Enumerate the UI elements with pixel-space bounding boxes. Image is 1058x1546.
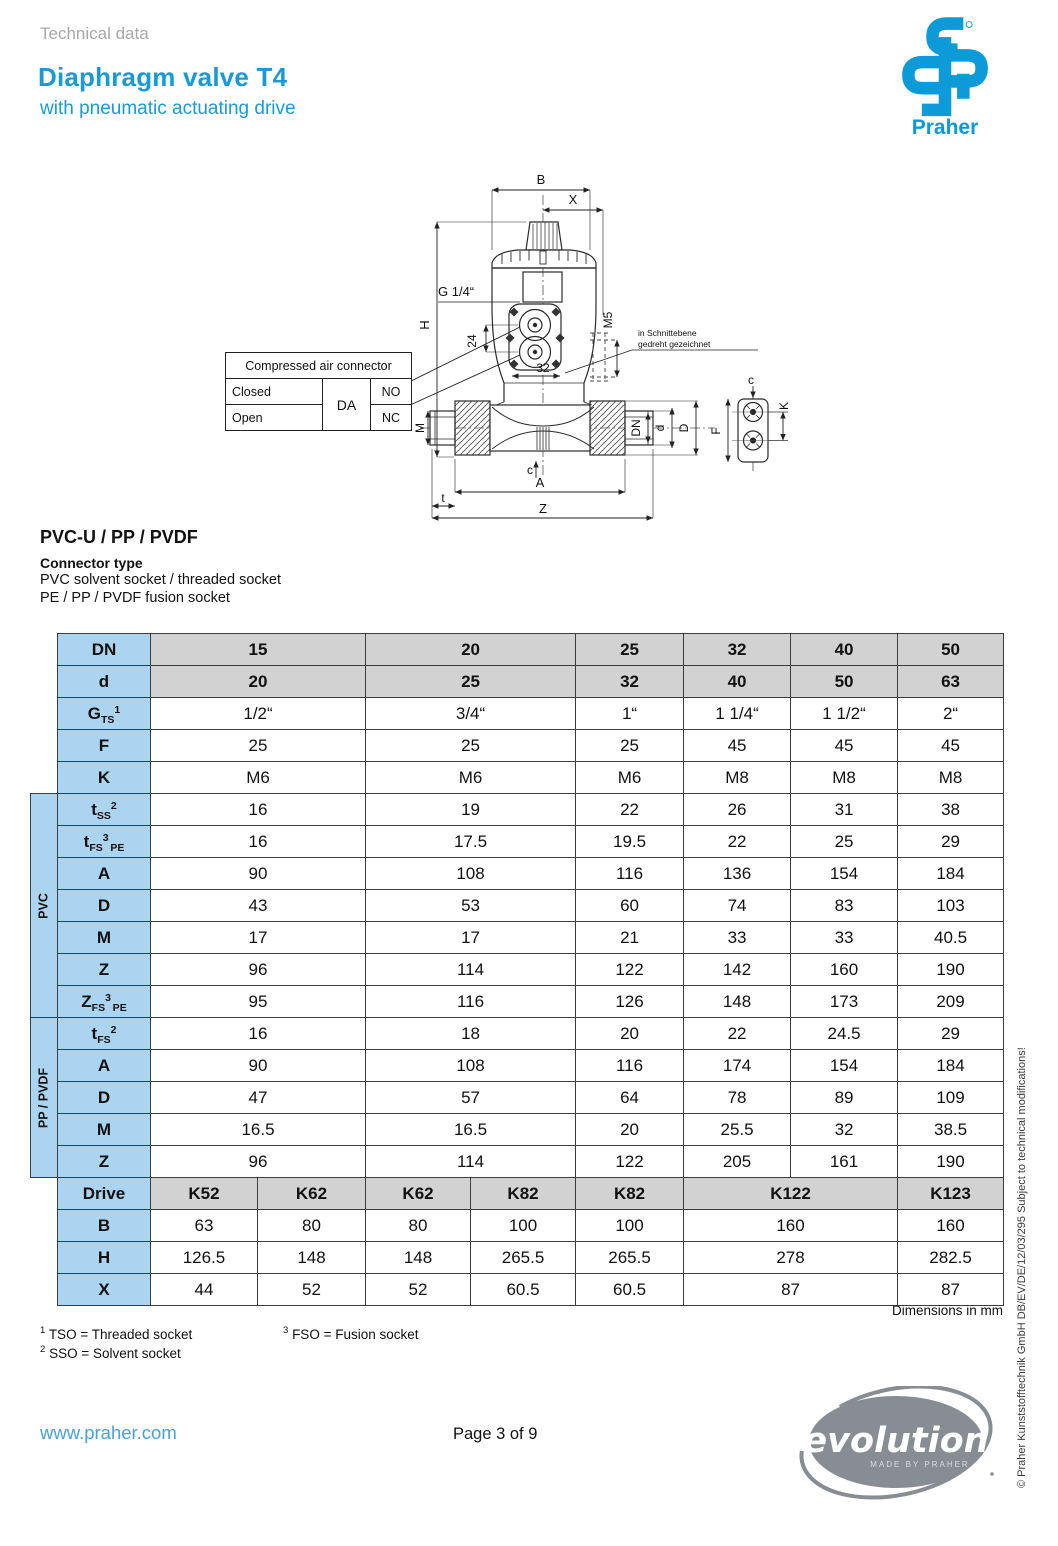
dimensions-unit-note: Dimensions in mm — [891, 1303, 1003, 1318]
table-cell: 109 — [898, 1082, 1004, 1114]
table-cell: 18 — [366, 1018, 576, 1050]
air-drive-type: DA — [323, 379, 371, 431]
table-cell: 20 — [576, 1018, 684, 1050]
table-cell: 78 — [684, 1082, 791, 1114]
table-row — [31, 634, 1004, 666]
table-row — [31, 986, 1004, 1018]
material-section-title: PVC-U / PP / PVDF — [40, 527, 198, 547]
valve-technical-drawing — [180, 165, 820, 530]
row-label: K — [58, 762, 151, 794]
table-cell: 17 — [366, 922, 576, 954]
table-cell: 20 — [576, 1114, 684, 1146]
table-cell: 148 — [366, 1242, 471, 1274]
material-spacer — [31, 1210, 58, 1242]
footnote-marker: 1 — [40, 1325, 46, 1336]
row-label: A — [58, 1050, 151, 1082]
evolution-logo-tagline: MADE BY PRAHER — [870, 1460, 970, 1469]
dim-label-F: F — [709, 427, 723, 435]
material-spacer — [31, 634, 58, 666]
footnote-tso — [40, 1325, 192, 1342]
material-group-label — [31, 1018, 58, 1178]
table-row — [31, 794, 1004, 826]
table-cell: 63 — [898, 666, 1004, 698]
table-cell: K82 — [471, 1178, 576, 1210]
footnote-text: FSO = Fusion socket — [292, 1327, 419, 1342]
dimension-table-body — [31, 634, 1004, 1306]
footnote-text: TSO = Threaded socket — [48, 1327, 193, 1342]
row-label: Z — [58, 1146, 151, 1178]
connector-type-line2: PE / PP / PVDF fusion socket — [40, 590, 230, 606]
dim-label-M5: M5 — [601, 311, 615, 329]
row-label: DN — [58, 634, 151, 666]
table-cell: 19.5 — [576, 826, 684, 858]
table-cell: 114 — [366, 954, 576, 986]
dim-label-32: 32 — [536, 361, 550, 375]
table-cell: 90 — [151, 858, 366, 890]
brand-name: Praher — [911, 116, 979, 139]
footnote-sso — [40, 1344, 181, 1361]
table-row — [31, 890, 1004, 922]
table-cell: 17 — [151, 922, 366, 954]
table-cell: M6 — [576, 762, 684, 794]
table-cell: 80 — [366, 1210, 471, 1242]
evolution-logo-text: evolution — [803, 1421, 989, 1461]
table-cell: 20 — [151, 666, 366, 698]
table-cell: 31 — [791, 794, 898, 826]
table-cell: 52 — [366, 1274, 471, 1306]
table-cell: 205 — [684, 1146, 791, 1178]
table-cell: K82 — [576, 1178, 684, 1210]
table-row — [31, 1178, 1004, 1210]
row-label: $t_{SS}^2$ — [58, 794, 151, 826]
table-cell: 95 — [151, 986, 366, 1018]
table-cell: 32 — [791, 1114, 898, 1146]
dim-label-X: X — [568, 192, 578, 207]
connector-type-title: Connector type — [40, 555, 143, 571]
dim-label-c: c — [527, 463, 533, 477]
table-cell: 50 — [791, 666, 898, 698]
table-row — [31, 1114, 1004, 1146]
table-cell: 16 — [151, 1018, 366, 1050]
page-indicator: Page 3 of 9 — [453, 1425, 538, 1443]
table-cell: 16 — [151, 794, 366, 826]
table-cell: 103 — [898, 890, 1004, 922]
air-state-closed: Closed — [226, 379, 323, 405]
compressed-air-connector-table — [225, 352, 412, 431]
table-cell: 190 — [898, 1146, 1004, 1178]
table-cell: 22 — [684, 1018, 791, 1050]
table-cell: 122 — [576, 954, 684, 986]
table-cell: 265.5 — [576, 1242, 684, 1274]
table-cell: 45 — [898, 730, 1004, 762]
table-cell: 3/4“ — [366, 698, 576, 730]
table-cell: 116 — [576, 1050, 684, 1082]
table-cell: 100 — [576, 1210, 684, 1242]
footnote-marker: 2 — [40, 1344, 46, 1355]
table-cell: K123 — [898, 1178, 1004, 1210]
table-cell: 96 — [151, 954, 366, 986]
praher-logo-icon — [895, 12, 995, 120]
dim-label-t: t — [441, 491, 445, 505]
table-cell: M6 — [151, 762, 366, 794]
table-cell: 282.5 — [898, 1242, 1004, 1274]
table-cell: 136 — [684, 858, 791, 890]
table-cell: 116 — [366, 986, 576, 1018]
table-cell: 24.5 — [791, 1018, 898, 1050]
table-cell: 25 — [151, 730, 366, 762]
air-port-nc: NC — [371, 405, 412, 431]
table-cell: 40.5 — [898, 922, 1004, 954]
row-label: H — [58, 1242, 151, 1274]
table-cell: 16.5 — [151, 1114, 366, 1146]
material-spacer — [31, 1178, 58, 1210]
table-cell: 57 — [366, 1082, 576, 1114]
table-row — [31, 1018, 1004, 1050]
table-cell: 108 — [366, 1050, 576, 1082]
table-cell: 160 — [898, 1210, 1004, 1242]
dim-label-H: H — [417, 320, 432, 330]
material-group-label-text: PP / PVDF — [36, 1067, 51, 1128]
material-spacer — [31, 1274, 58, 1306]
table-cell: 52 — [258, 1274, 366, 1306]
air-state-open: Open — [226, 405, 323, 431]
table-cell: 45 — [791, 730, 898, 762]
dim-label-side-c: c — [748, 373, 754, 387]
table-cell: 1“ — [576, 698, 684, 730]
website-link[interactable]: www.praher.com — [40, 1422, 177, 1443]
row-label: B — [58, 1210, 151, 1242]
table-cell: 25 — [366, 666, 576, 698]
row-label: M — [58, 1114, 151, 1146]
dimension-table — [30, 633, 1004, 1306]
row-label: $Z_{FS}^3$ $_{PE}$ — [58, 986, 151, 1018]
table-cell: 161 — [791, 1146, 898, 1178]
table-row — [31, 698, 1004, 730]
row-label: $G_{TS}^1$ — [58, 698, 151, 730]
dim-label-M: M — [413, 423, 427, 433]
table-row — [31, 954, 1004, 986]
footnote-marker: 3 — [283, 1325, 289, 1336]
table-row — [31, 1242, 1004, 1274]
table-cell: 22 — [576, 794, 684, 826]
dim-label-Z: Z — [539, 501, 547, 516]
material-spacer — [31, 762, 58, 794]
table-cell: K62 — [258, 1178, 366, 1210]
table-row — [31, 1146, 1004, 1178]
row-label: Drive — [58, 1178, 151, 1210]
table-cell: 126 — [576, 986, 684, 1018]
table-row — [31, 1082, 1004, 1114]
dim-label-B: B — [536, 172, 546, 187]
table-cell: 265.5 — [471, 1242, 576, 1274]
table-cell: 174 — [684, 1050, 791, 1082]
material-spacer — [31, 666, 58, 698]
table-cell: M8 — [791, 762, 898, 794]
table-cell: 40 — [684, 666, 791, 698]
drawing-note-line2: gedreht gezeichnet — [638, 339, 711, 349]
table-row — [31, 1210, 1004, 1242]
table-cell: 20 — [366, 634, 576, 666]
air-table-title: Compressed air connector — [226, 353, 412, 379]
row-label: A — [58, 858, 151, 890]
row-label: $t_{FS}^2$ — [58, 1018, 151, 1050]
table-cell: 33 — [791, 922, 898, 954]
row-label: F — [58, 730, 151, 762]
table-cell: 108 — [366, 858, 576, 890]
table-cell: 1 1/4“ — [684, 698, 791, 730]
table-row — [31, 826, 1004, 858]
material-spacer — [31, 1242, 58, 1274]
table-cell: 122 — [576, 1146, 684, 1178]
table-cell: 29 — [898, 1018, 1004, 1050]
praher-logo — [893, 12, 997, 125]
table-cell: 25.5 — [684, 1114, 791, 1146]
table-cell: 40 — [791, 634, 898, 666]
table-cell: 96 — [151, 1146, 366, 1178]
table-cell: 148 — [258, 1242, 366, 1274]
row-label: D — [58, 890, 151, 922]
table-cell: 114 — [366, 1146, 576, 1178]
table-cell: M8 — [898, 762, 1004, 794]
table-cell: 184 — [898, 1050, 1004, 1082]
table-cell: 38 — [898, 794, 1004, 826]
row-label: $t_{FS}^3$ $_{PE}$ — [58, 826, 151, 858]
table-cell: K62 — [366, 1178, 471, 1210]
table-cell: K122 — [684, 1178, 898, 1210]
material-group-label-text: PVC — [36, 892, 51, 919]
table-row — [31, 858, 1004, 890]
table-cell: 15 — [151, 634, 366, 666]
dim-label-K: K — [777, 401, 791, 411]
table-cell: 1 1/2“ — [791, 698, 898, 730]
table-cell: 22 — [684, 826, 791, 858]
material-group-label — [31, 794, 58, 1018]
table-cell: 100 — [471, 1210, 576, 1242]
table-cell: 32 — [684, 634, 791, 666]
table-cell: 209 — [898, 986, 1004, 1018]
table-cell: 190 — [898, 954, 1004, 986]
table-cell: 19 — [366, 794, 576, 826]
table-cell: 89 — [791, 1082, 898, 1114]
table-cell: 148 — [684, 986, 791, 1018]
table-cell: 26 — [684, 794, 791, 826]
table-cell: 142 — [684, 954, 791, 986]
table-cell: 45 — [684, 730, 791, 762]
dim-label-A: A — [535, 475, 545, 490]
table-cell: 25 — [366, 730, 576, 762]
table-cell: 16 — [151, 826, 366, 858]
table-cell: 90 — [151, 1050, 366, 1082]
row-label: Z — [58, 954, 151, 986]
table-cell: 278 — [684, 1242, 898, 1274]
table-cell: 63 — [151, 1210, 258, 1242]
dim-label-DN: DN — [629, 419, 643, 437]
table-cell: 83 — [791, 890, 898, 922]
table-cell: 173 — [791, 986, 898, 1018]
row-label: d — [58, 666, 151, 698]
table-cell: 38.5 — [898, 1114, 1004, 1146]
table-cell: 32 — [576, 666, 684, 698]
table-cell: 44 — [151, 1274, 258, 1306]
page-title: Diaphragm valve T4 — [38, 62, 288, 92]
table-cell: 47 — [151, 1082, 366, 1114]
table-cell: 60.5 — [576, 1274, 684, 1306]
table-row — [31, 730, 1004, 762]
table-cell: 74 — [684, 890, 791, 922]
table-cell: 33 — [684, 922, 791, 954]
table-cell: 16.5 — [366, 1114, 576, 1146]
table-row — [31, 1274, 1004, 1306]
table-row — [31, 922, 1004, 954]
footnote-fso — [283, 1325, 419, 1342]
table-cell: 64 — [576, 1082, 684, 1114]
evolution-logo — [798, 1386, 998, 1501]
table-cell: 160 — [684, 1210, 898, 1242]
dim-label-D: D — [677, 423, 691, 433]
row-label: X — [58, 1274, 151, 1306]
table-cell: 29 — [898, 826, 1004, 858]
page-subtitle: with pneumatic actuating drive — [40, 98, 296, 119]
connector-type-line1: PVC solvent socket / threaded socket — [40, 572, 281, 588]
material-spacer — [31, 730, 58, 762]
table-cell: 53 — [366, 890, 576, 922]
table-cell: 116 — [576, 858, 684, 890]
table-cell: 1/2“ — [151, 698, 366, 730]
table-cell: 184 — [898, 858, 1004, 890]
valve-body — [430, 401, 653, 455]
row-label: D — [58, 1082, 151, 1114]
table-cell: 50 — [898, 634, 1004, 666]
drawing-note-line1: in Schnittebene — [638, 328, 697, 338]
table-cell: 2“ — [898, 698, 1004, 730]
table-cell: M6 — [366, 762, 576, 794]
table-cell: 25 — [576, 634, 684, 666]
table-cell: 160 — [791, 954, 898, 986]
table-cell: 126.5 — [151, 1242, 258, 1274]
air-port-no: NO — [371, 379, 412, 405]
air-connector-ports — [505, 304, 564, 370]
dim-label-d: d — [653, 424, 667, 432]
table-cell: 154 — [791, 858, 898, 890]
table-cell: 25 — [576, 730, 684, 762]
table-cell: 80 — [258, 1210, 366, 1242]
table-cell: 60 — [576, 890, 684, 922]
table-row — [31, 666, 1004, 698]
footnote-text: SSO = Solvent socket — [49, 1346, 181, 1361]
table-cell: 43 — [151, 890, 366, 922]
table-cell: M8 — [684, 762, 791, 794]
document-type-label: Technical data — [40, 24, 149, 43]
table-cell: 25 — [791, 826, 898, 858]
table-cell: 87 — [684, 1274, 898, 1306]
table-cell: 87 — [898, 1274, 1004, 1306]
table-cell: 17.5 — [366, 826, 576, 858]
table-cell: K52 — [151, 1178, 258, 1210]
dim-label-24: 24 — [465, 334, 479, 348]
table-row — [31, 762, 1004, 794]
table-row — [31, 1050, 1004, 1082]
table-cell: 154 — [791, 1050, 898, 1082]
dim-label-G: G 1/4“ — [438, 284, 475, 299]
copyright-side-note: © Praher Kunststofftechnik GmbH DB/EV/DE/12/03/295 Subject to technical modifications! — [1016, 1047, 1028, 1488]
row-label: M — [58, 922, 151, 954]
table-cell: 60.5 — [471, 1274, 576, 1306]
material-spacer — [31, 698, 58, 730]
table-cell: 21 — [576, 922, 684, 954]
dimension-labels — [413, 172, 791, 516]
